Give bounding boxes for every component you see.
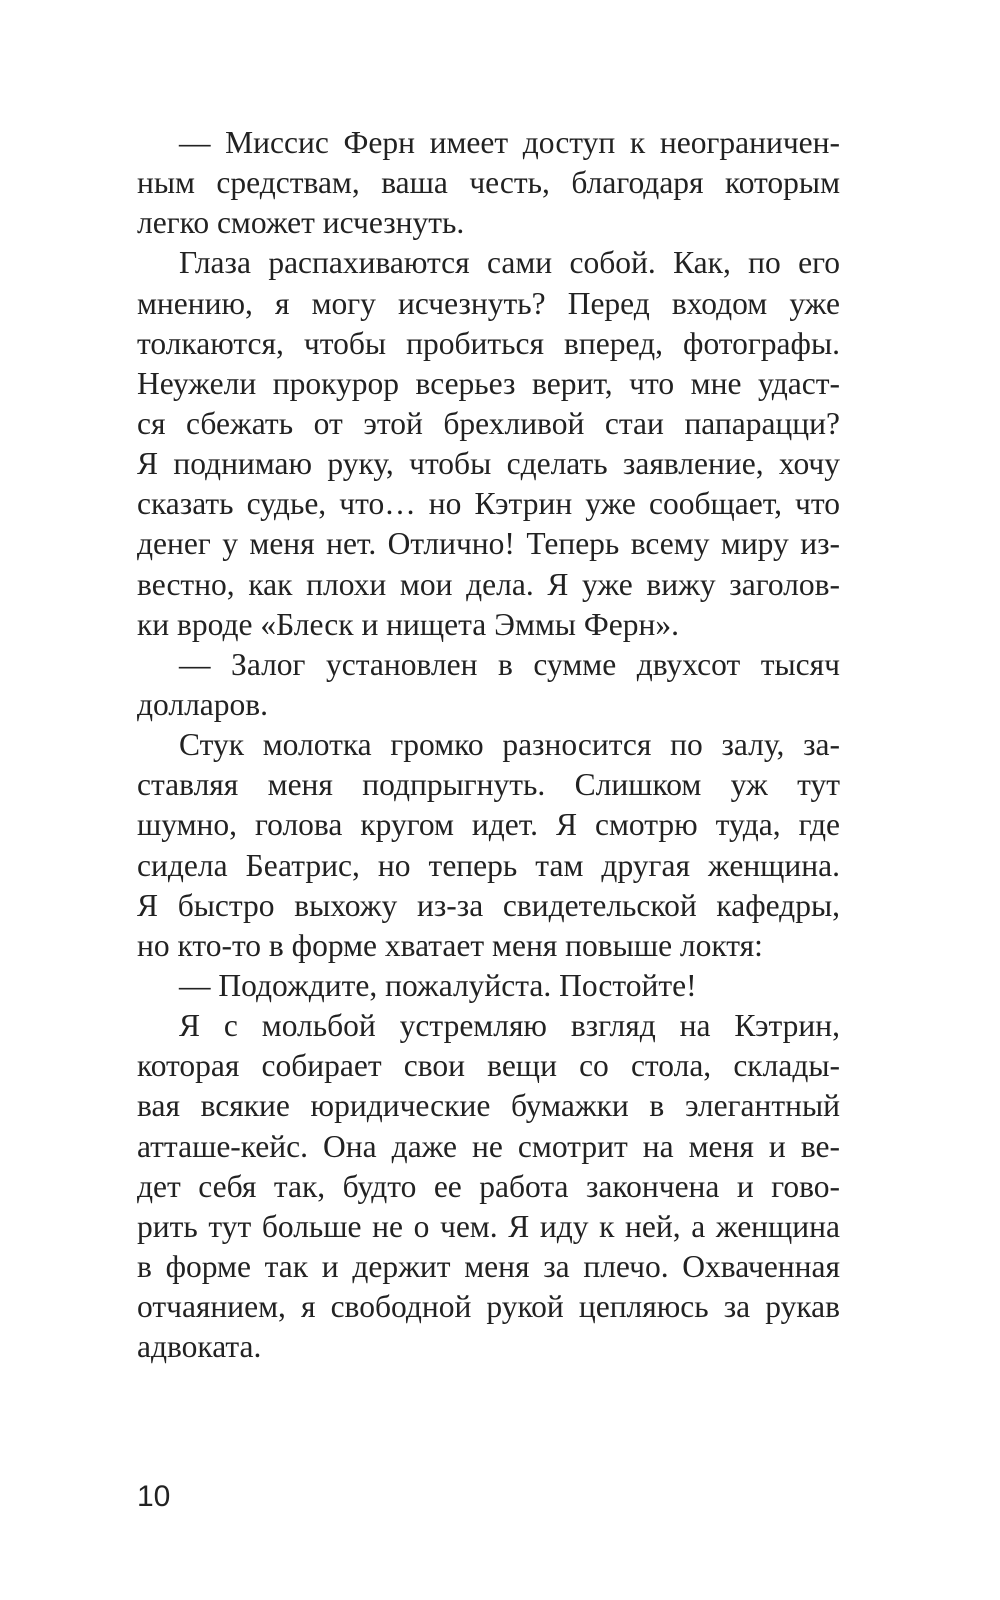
text-line: отчаянием, я свободной рукой цепляюсь за рукав	[137, 1289, 840, 1325]
text-line: ся сбежать от этой брехливой стаи папарацци?	[137, 405, 840, 441]
text-line: — Залог установлен в сумме двухсот тысяч	[179, 646, 840, 682]
text-line: Я с мольбой устремляю взгляд на Кэтрин,	[179, 1008, 840, 1044]
page-number: 10	[137, 1480, 171, 1513]
text-line: ки вроде «Блеск и нищета Эммы Ферн».	[137, 606, 679, 642]
text-line: вестно, как плохи мои дела. Я уже вижу заголов-	[137, 566, 840, 602]
text-line: денег у меня нет. Отлично! Теперь всему миру из-	[137, 526, 840, 562]
text-line: — Миссис Ферн имеет доступ к неограничен-	[179, 125, 840, 160]
text-line: сидела Беатрис, но теперь там другая женщина.	[137, 847, 840, 883]
text-line: ставляя меня подпрыгнуть. Слишком уж тут	[137, 767, 840, 803]
text-line: в форме так и держит меня за плечо. Охваченная	[137, 1248, 840, 1284]
text-line: ным средствам, ваша честь, благодаря которым	[137, 165, 840, 201]
text-line: адвоката.	[137, 1329, 262, 1365]
text-line: — Подождите, пожалуйста. Постойте!	[179, 967, 697, 1003]
paragraph	[137, 123, 840, 243]
text-line: Неужели прокурор всерьез верит, что мне удаст-	[137, 365, 840, 401]
text-line: Я быстро выхожу из-за свидетельской кафедры,	[137, 887, 840, 923]
text-line: Глаза распахиваются сами собой. Как, по его	[179, 245, 840, 281]
text-line: Стук молотка громко разносится по залу, за-	[179, 727, 840, 763]
paragraph	[137, 1006, 840, 1367]
paragraph	[137, 243, 840, 644]
text-line: вая всякие юридические бумажки в элегантный	[137, 1088, 840, 1124]
text-line: шумно, голова кругом идет. Я смотрю туда, где	[137, 807, 840, 843]
text-line: долларов.	[137, 686, 269, 722]
text-line: рить тут больше не о чем. Я иду к ней, а женщина	[137, 1208, 840, 1244]
paragraph	[137, 645, 840, 725]
text-line: толкаются, чтобы пробиться вперед, фотографы.	[137, 325, 840, 361]
paragraph	[137, 725, 840, 966]
text-line: сказать судье, что… но Кэтрин уже сообщает, что	[137, 486, 840, 522]
text-line: атташе-кейс. Она даже не смотрит на меня и ве-	[137, 1128, 840, 1164]
text-line: легко сможет исчезнуть.	[137, 205, 465, 241]
text-line: Я поднимаю руку, чтобы сделать заявление, хочу	[137, 446, 840, 482]
text-line: дет себя так, будто ее работа закончена и гово-	[137, 1168, 840, 1204]
text-line: мнению, я могу исчезнуть? Перед входом уже	[137, 285, 840, 321]
text-line: но кто-то в форме хватает меня повыше локтя:	[137, 927, 763, 963]
body-text	[137, 123, 840, 1367]
text-line: которая собирает свои вещи со стола, склады-	[137, 1048, 840, 1084]
paragraph	[137, 966, 840, 1006]
